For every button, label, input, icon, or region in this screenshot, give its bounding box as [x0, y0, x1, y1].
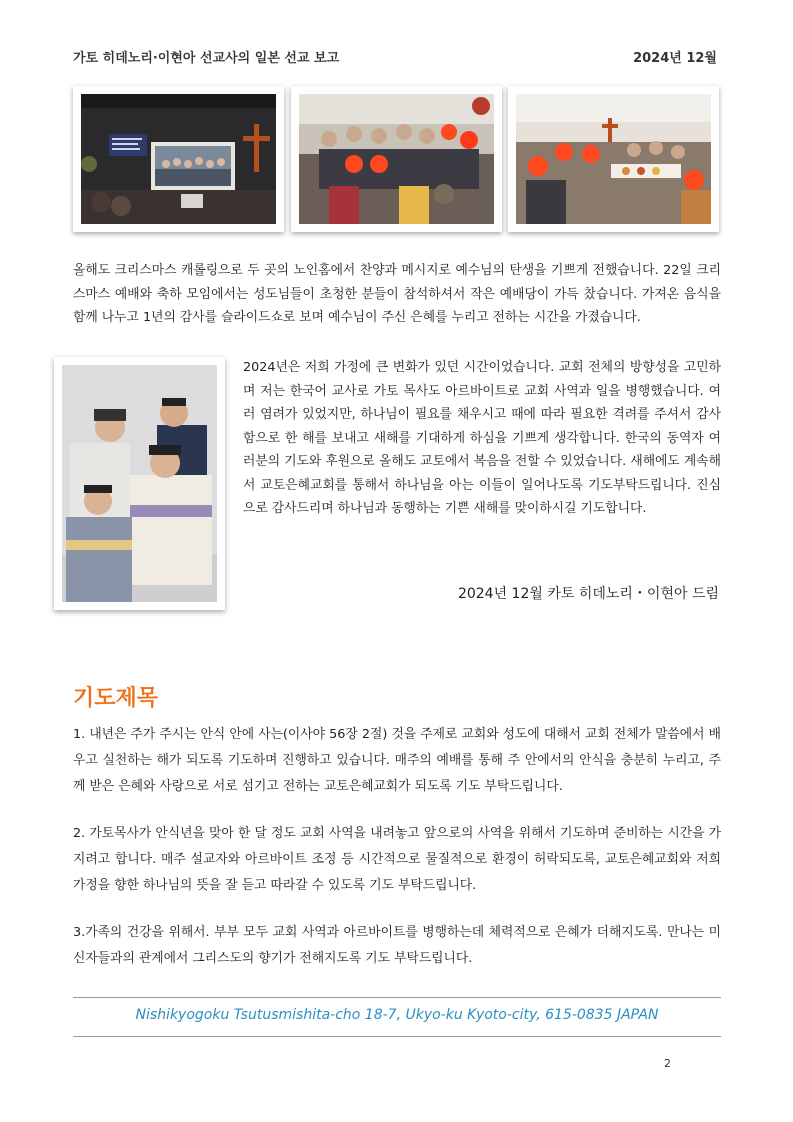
report-date: 2024년 12월	[633, 51, 717, 66]
signature: 2024년 12월 카토 히데노리・이현아 드림	[457, 586, 719, 602]
caroling-slide-photo	[73, 86, 284, 232]
footer-divider-top	[73, 997, 721, 998]
prayer-item: 2. 가토목사가 안식년을 맞아 한 달 정도 교회 사역을 내려놓고 앞으로의 사역을 위해서 기도하며 준비하는 시간을 가지려고 합니다. 매주 설교자와 아르바이트 조정 등 시간적으로 물질적으로 환경이 허락되도록, 교토은혜교회와 저희 가정을 향한 하나님의 뜻을 잘 듣고 따라갈 수 있도록 기도 부탁드립니다.	[73, 826, 721, 893]
christmas-meal-image	[516, 94, 711, 224]
prayer-section-title: 기도제목	[73, 686, 159, 711]
nursing-home-group-photo	[291, 86, 502, 232]
prayer-item: 1. 내년은 주가 주시는 안식 안에 사는(이사야 56장 2절) 것을 주제로 교회와 성도에 대해서 교회 전체가 말씀에서 배우고 실천하는 해가 되도록 기도하며 진행하고 있습니다. 매주의 예배를 통해 주 안에서의 안식을 충분히 누리고, 주께 받은 은혜와 사랑으로 서로 섬기고 전하는 교토은혜교회가 되도록 기도 부탁드립니다.	[73, 727, 721, 794]
family-report-paragraph: 2024년은 저희 가정에 큰 변화가 있던 시간이었습니다. 교회 전체의 방향성을 고민하며 저는 한국어 교사로 가토 목사도 아르바이트로 교회 사역과 일을 병행했습니다. 여러 염려가 있었지만, 하나님이 필요를 채우시고 때에 따라 필요한 격려를 주셔서 감사함으로 한 해를 보내고 새해를 기대하게 하심을 기쁘게 생각합니다. 한국의 동역자 여러분의 기도와 후원으로 올해도 교토에서 복음을 전할 수 있었습니다. 새해에도 계속해서 교토은혜교회를 통해서 하나님을 아는 이들이 일어나도록 기도부탁드립니다. 진심으로 감사드리며 하나님과 동행하는 기쁜 새해를 맞이하시길 기도합니다.	[243, 360, 721, 516]
christmas-meal-photo	[508, 86, 719, 232]
footer-divider-bottom	[73, 1036, 721, 1037]
christmas-report-paragraph: 올해도 크리스마스 캐롤링으로 두 곳의 노인홈에서 찬양과 메시지로 예수님의 탄생을 기쁘게 전했습니다. 22일 크리스마스 예배와 축하 모임에서는 성도님들이 초청한 분들이 참석하셔서 작은 예배당이 가득 찼습니다. 가져온 음식을 함께 나누고 1년의 감사를 슬라이드쇼로 보며 예수님이 주신 은혜를 누리고 전하는 시간을 가졌습니다.	[73, 263, 721, 325]
footer-address: Nishikyogoku Tsutusmishita-cho 18-7, Ukyo-ku Kyoto-city, 615-0835 JAPAN	[135, 1007, 659, 1023]
family-portrait-photo	[54, 357, 225, 610]
nursing-home-group-image	[299, 94, 494, 224]
family-portrait-image	[62, 365, 217, 602]
report-title: 가토 히데노리·이현아 선교사의 일본 선교 보고	[73, 51, 340, 66]
prayer-item: 3.가족의 건강을 위해서. 부부 모두 교회 사역과 아르바이트를 병행하는데 체력적으로 은혜가 더해지도록. 만나는 미신자들과의 관계에서 그리스도의 향기가 전해지도록 기도 부탁드립니다.	[73, 925, 721, 966]
caroling-slide-image	[81, 94, 276, 224]
page-number: 2	[664, 1057, 671, 1070]
